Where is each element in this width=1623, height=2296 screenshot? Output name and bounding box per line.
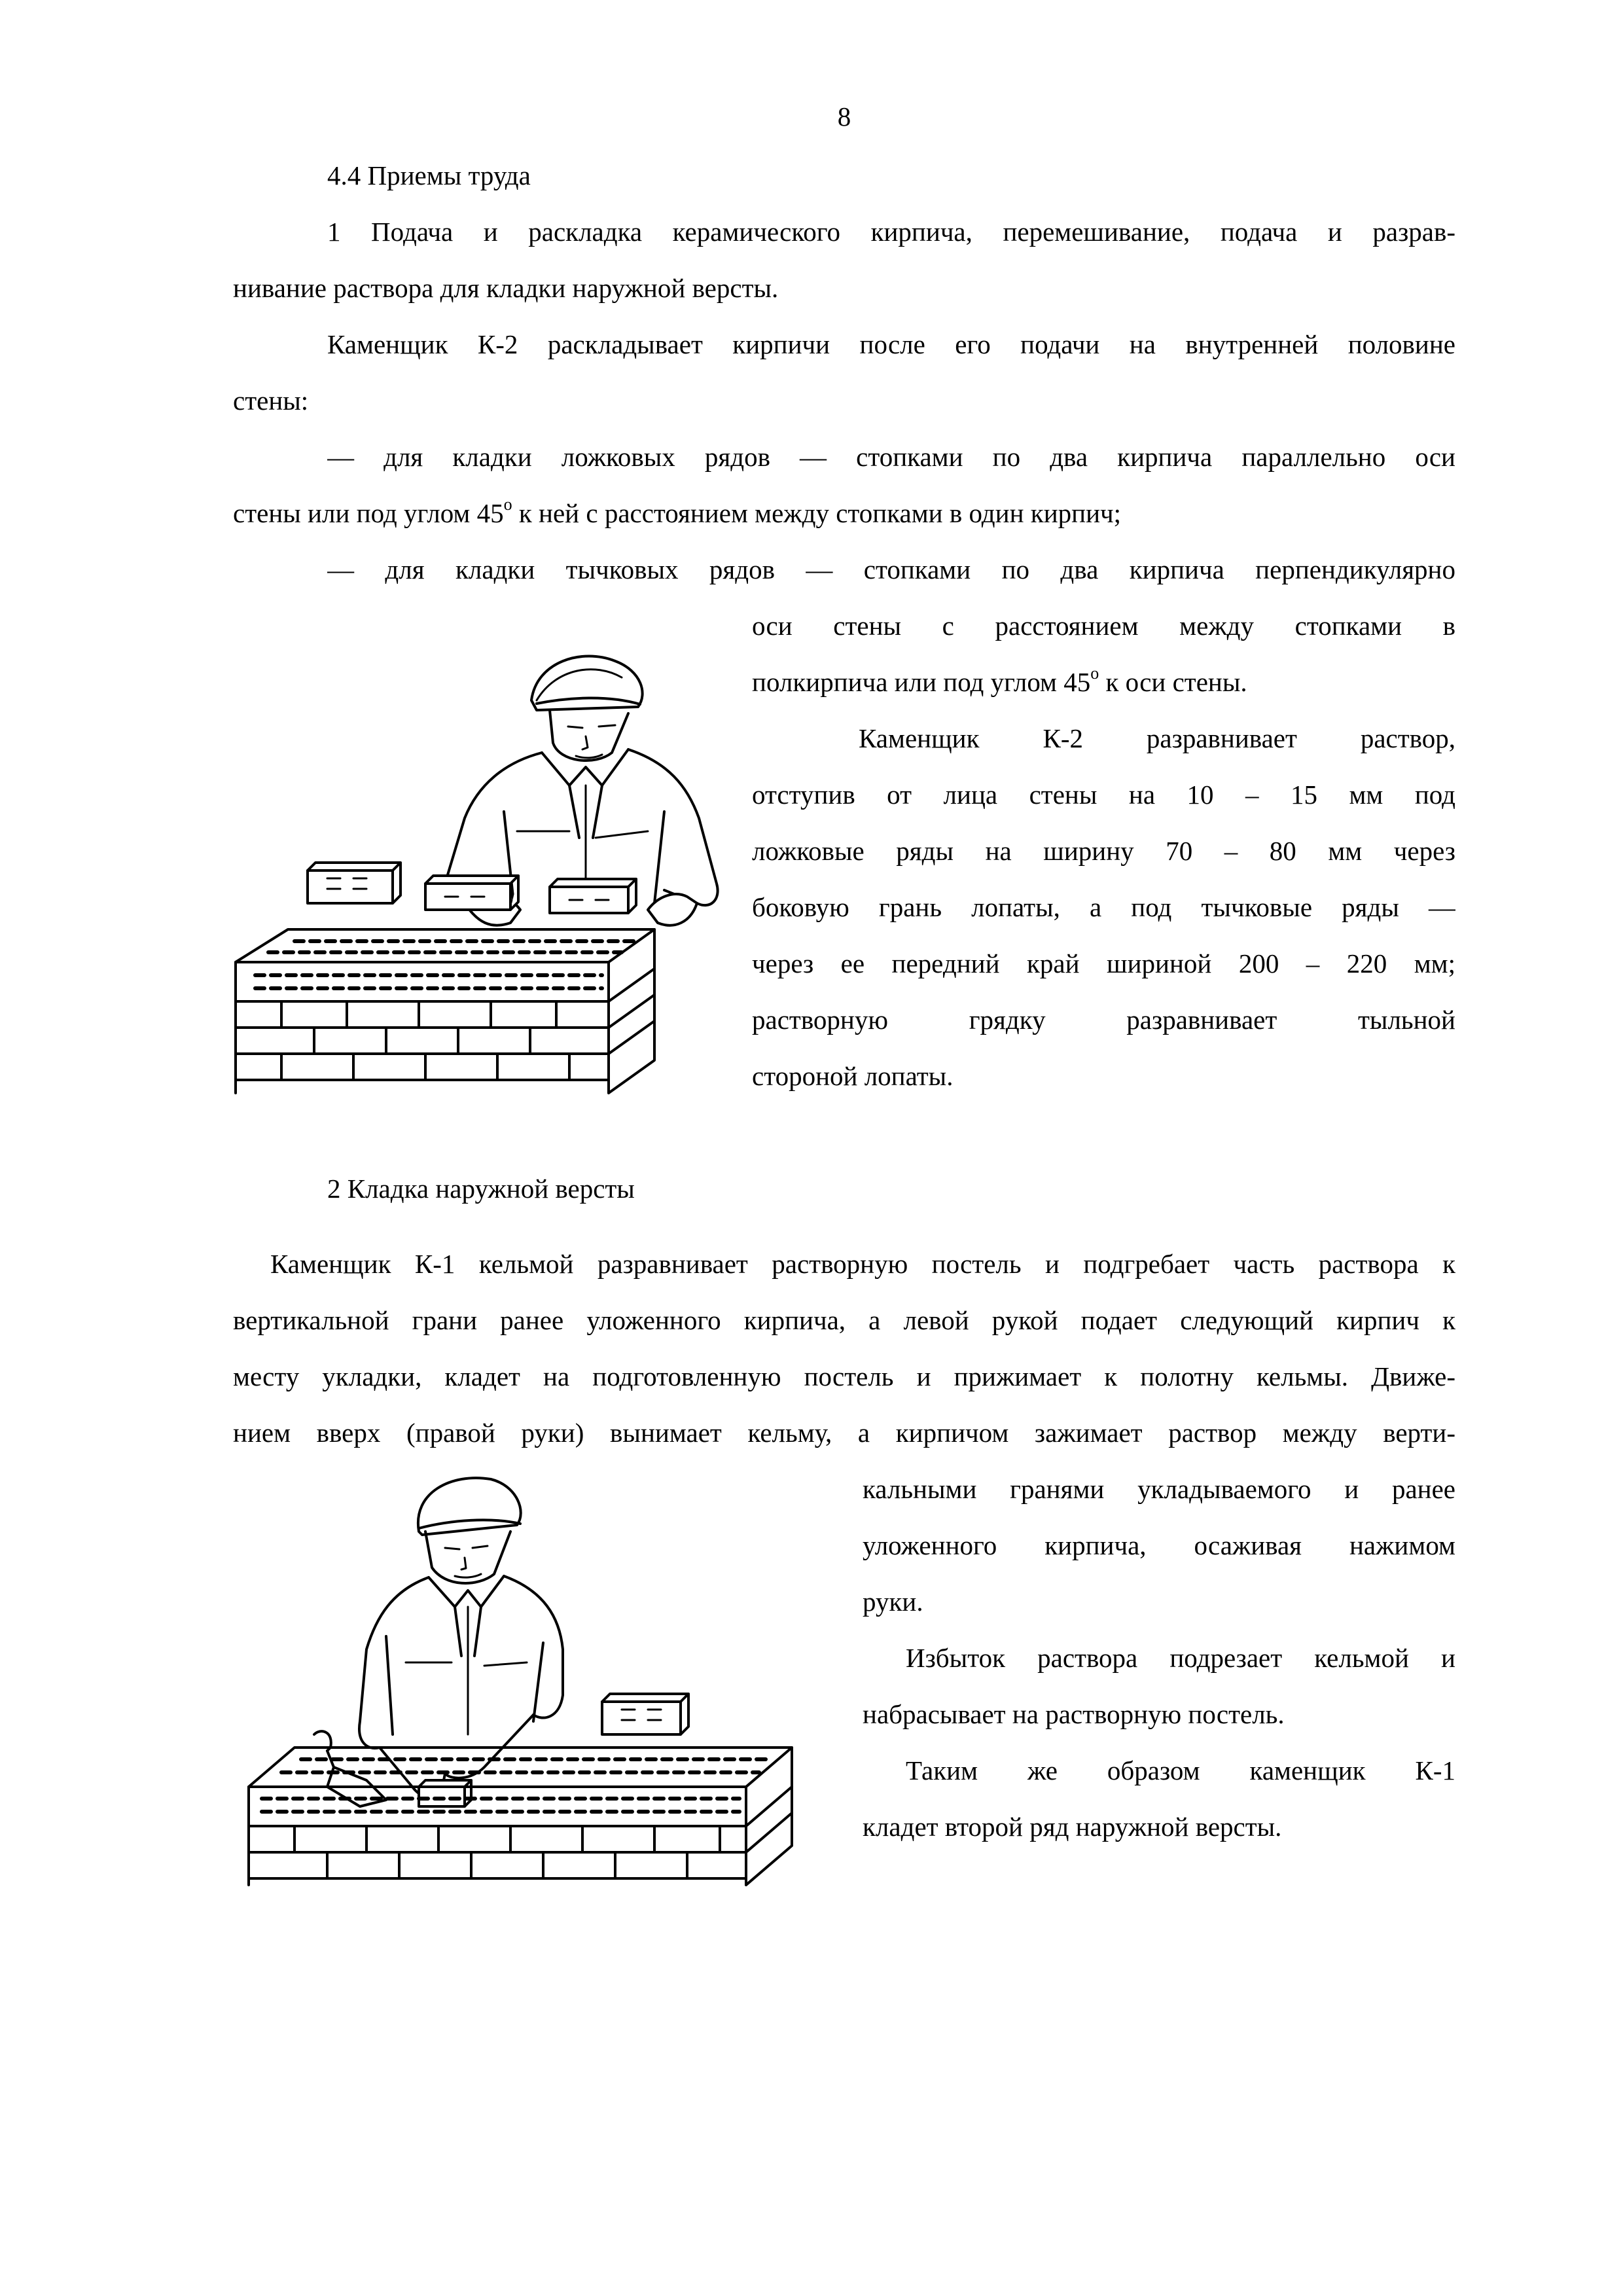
para2-line4: боковую грань лопаты, а под тычковые ряды — <box>752 892 1455 922</box>
dash1-line1: — для кладки ложковых рядов — стопками по два кирпича параллельно оси <box>327 442 1455 472</box>
degree-superscript: о <box>1090 664 1099 683</box>
s2-para1-line7: руки. <box>863 1587 923 1617</box>
item1-line2: нивание раствора для кладки наружной версты. <box>233 273 779 303</box>
dash1-line2: стены или под углом $45^о$ к ней с расстоянием между стопками в один кирпич; <box>233 495 1122 528</box>
bricklayer-arranging-bricks-illustration <box>229 622 733 1119</box>
para2-line5: через ее передний край шириной 200 – 220 мм; <box>752 948 1455 978</box>
para2-line1: Каменщик К-2 разравнивает раствор, <box>859 723 1455 753</box>
s2-para2-line2: набрасывает на растворную постель. <box>863 1699 1285 1729</box>
degree-superscript: о <box>503 495 512 514</box>
page-number: 8 <box>837 101 851 132</box>
s2-para1-line3: месту укладки, кладет на подготовленную постель и прижимает к полотну кельмы. Движе- <box>233 1361 1455 1391</box>
s2-para1-line1: Каменщик К-1 кельмой разравнивает растворную постель и подгребает часть раствора к <box>270 1249 1455 1279</box>
s2-para2-line1: Избыток раствора подрезает кельмой и <box>906 1643 1455 1673</box>
dash2-line3: полкирпича или под углом $45^о$ к оси стены. <box>752 664 1247 697</box>
para1-line2: стены: <box>233 386 309 416</box>
para2-line7: стороной лопаты. <box>752 1061 954 1091</box>
para2-line2: отступив от лица стены на 10 – 15 мм под <box>752 780 1455 810</box>
dash2-line2: оси стены с расстоянием между стопками в <box>752 611 1455 641</box>
section-heading-work-methods: 4.4 Приемы труда <box>327 160 531 190</box>
s2-para3-line2: кладет второй ряд наружной версты. <box>863 1812 1282 1842</box>
bricklayer-laying-brick-illustration <box>236 1460 838 1905</box>
para2-line3: ложковые ряды на ширину 70 – 80 мм через <box>752 836 1455 866</box>
s2-para3-line1: Таким же образом каменщик К-1 <box>906 1755 1455 1785</box>
s2-para1-line2: вертикальной грани ранее уложенного кирпича, а левой рукой подает следующий кирпич к <box>233 1305 1455 1335</box>
dash2-line1: — для кладки тычковых рядов — стопками по два кирпича перпендикулярно <box>327 554 1455 584</box>
s2-para1-line5: кальными гранями укладываемого и ранее <box>863 1474 1455 1504</box>
para1-line1: Каменщик К-2 раскладывает кирпичи после его подачи на внутренней половине <box>327 329 1455 359</box>
s2-para1-line4: нием вверх (правой руки) вынимает кельму, а кирпичом зажимает раствор между верти- <box>233 1418 1455 1448</box>
section-heading-outer-verst: 2 Кладка наружной версты <box>327 1174 635 1204</box>
para2-line6: растворную грядку разравнивает тыльной <box>752 1005 1455 1035</box>
item1-line1: 1 Подача и раскладка керамического кирпича, перемешивание, подача и разрав- <box>327 217 1455 247</box>
s2-para1-line6: уложенного кирпича, осаживая нажимом <box>863 1530 1455 1560</box>
